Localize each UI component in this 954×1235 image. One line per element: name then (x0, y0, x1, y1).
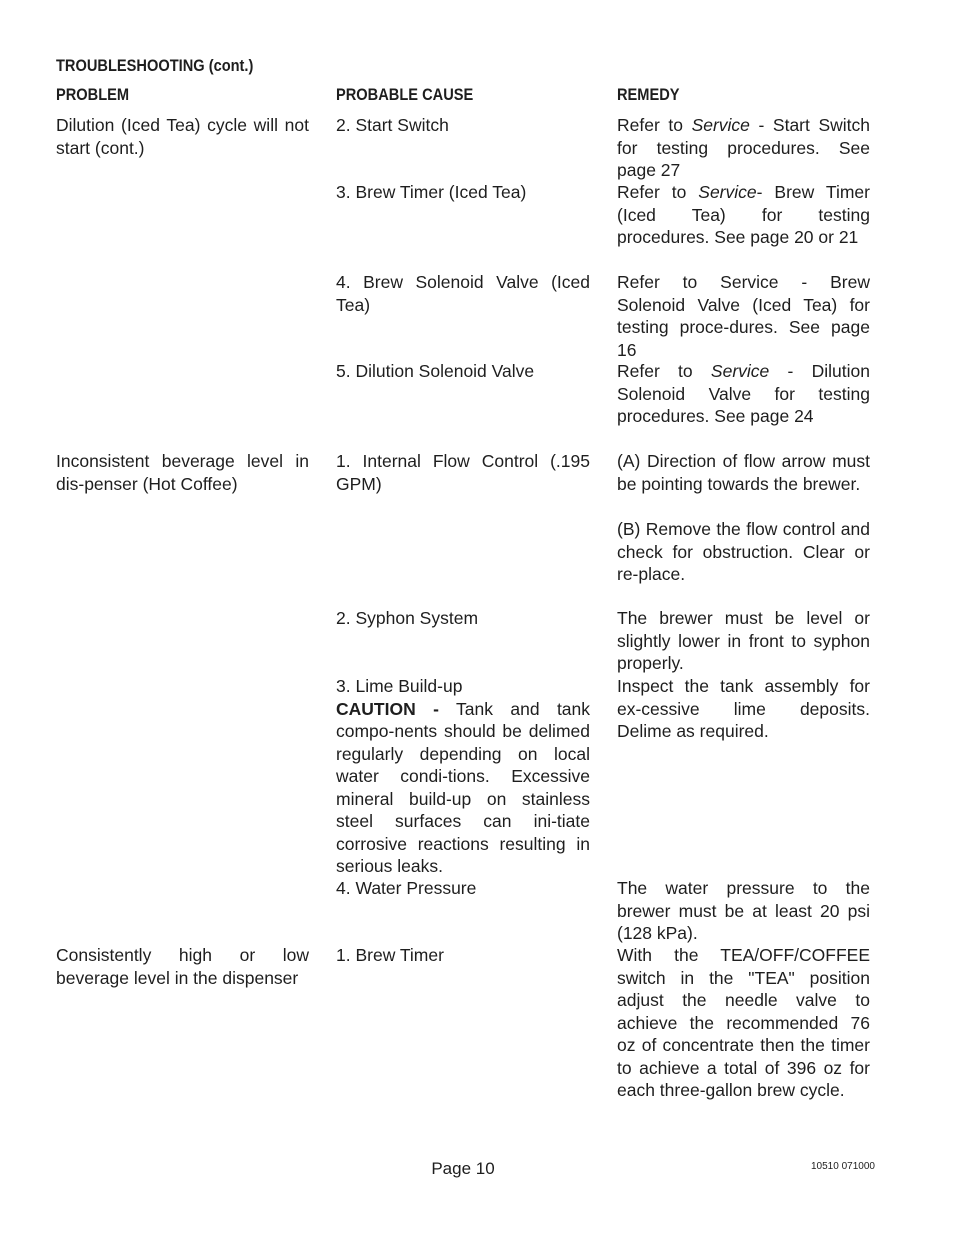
cause-start-switch: 2. Start Switch (336, 115, 449, 135)
remedy-column-header: REMEDY (617, 85, 680, 104)
service-emphasis: Service (710, 361, 770, 381)
remedy-water-pressure: The water pressure to the brewer must be at least 20 psi (128 kPa). (617, 878, 870, 943)
cause-syphon-system: 2. Syphon System (336, 608, 479, 628)
service-emphasis: Service (691, 115, 750, 135)
remedy-lime-build-up: Inspect the tank assembly for ex-cessive lime deposits. Delime as required. (617, 676, 870, 741)
problem-consistently-high-low: Consistently high or low beverage level in the dispenser (56, 945, 309, 988)
cause-column-header: PROBABLE CAUSE (336, 85, 474, 104)
page-number: Page 10 (431, 1159, 495, 1178)
caution-label: CAUTION - (336, 698, 439, 719)
lime-build-up-title: 3. Lime Build-up (336, 676, 463, 696)
document-code: 10510 071000 (811, 1161, 875, 1172)
service-emphasis: Service (698, 182, 757, 202)
cause-brew-timer: 1. Brew Timer (336, 945, 444, 965)
cause-internal-flow-control: 1. Internal Flow Control (.195 GPM) (336, 451, 590, 494)
cause-dilution-solenoid-valve: 5. Dilution Solenoid Valve (336, 361, 535, 381)
remedy-brew-timer-iced-tea: Refer to Service- Brew Timer (Iced Tea) for testing procedures. See page 20 or 21 (617, 182, 870, 247)
cause-brew-timer-iced-tea: 3. Brew Timer (Iced Tea) (336, 182, 527, 202)
remedy-syphon-system: The brewer must be level or slightly lower in front to syphon properly. (617, 608, 870, 673)
cause-lime-build-up (336, 675, 590, 878)
problem-inconsistent-level: Inconsistent beverage level in dis-penser (Hot Coffee) (56, 451, 309, 494)
cause-brew-solenoid-valve: 4. Brew Solenoid Valve (Iced Tea) (336, 272, 590, 315)
section-title: TROUBLESHOOTING (cont.) (56, 56, 254, 75)
caution-text: Tank and tank compo-nents should be delimed regularly depending on local water condi-tions. Excessive mineral build-up on stainless steel surfaces can ini-tiate corrosive reactions resulting in serious leaks. (336, 698, 591, 876)
remedy-dilution-solenoid-valve: Refer to Service - Dilution Solenoid Valve for testing procedures. See page 24 (617, 361, 870, 426)
remedy-flow-control-obstruction: (B) Remove the flow control and check for obstruction. Clear or re-place. (617, 519, 870, 584)
remedy-brew-solenoid-valve: Refer to Service - Brew Solenoid Valve (Iced Tea) for testing proce-dures. See page 16 (617, 272, 870, 360)
problem-dilution-cycle: Dilution (Iced Tea) cycle will not start (cont.) (56, 115, 309, 158)
remedy-flow-arrow-direction: (A) Direction of flow arrow must be pointing towards the brewer. (617, 451, 870, 494)
remedy-brew-timer: With the TEA/OFF/COFFEE switch in the "TEA" position adjust the needle valve to achieve the recommended 76 oz of concentrate then the timer to achieve a total of 396 oz for each three-gallon brew cycle. (617, 945, 870, 1100)
cause-water-pressure: 4. Water Pressure (336, 878, 477, 898)
remedy-start-switch: Refer to Service - Start Switch for testing procedures. See page 27 (617, 115, 870, 180)
problem-column-header: PROBLEM (56, 85, 130, 104)
